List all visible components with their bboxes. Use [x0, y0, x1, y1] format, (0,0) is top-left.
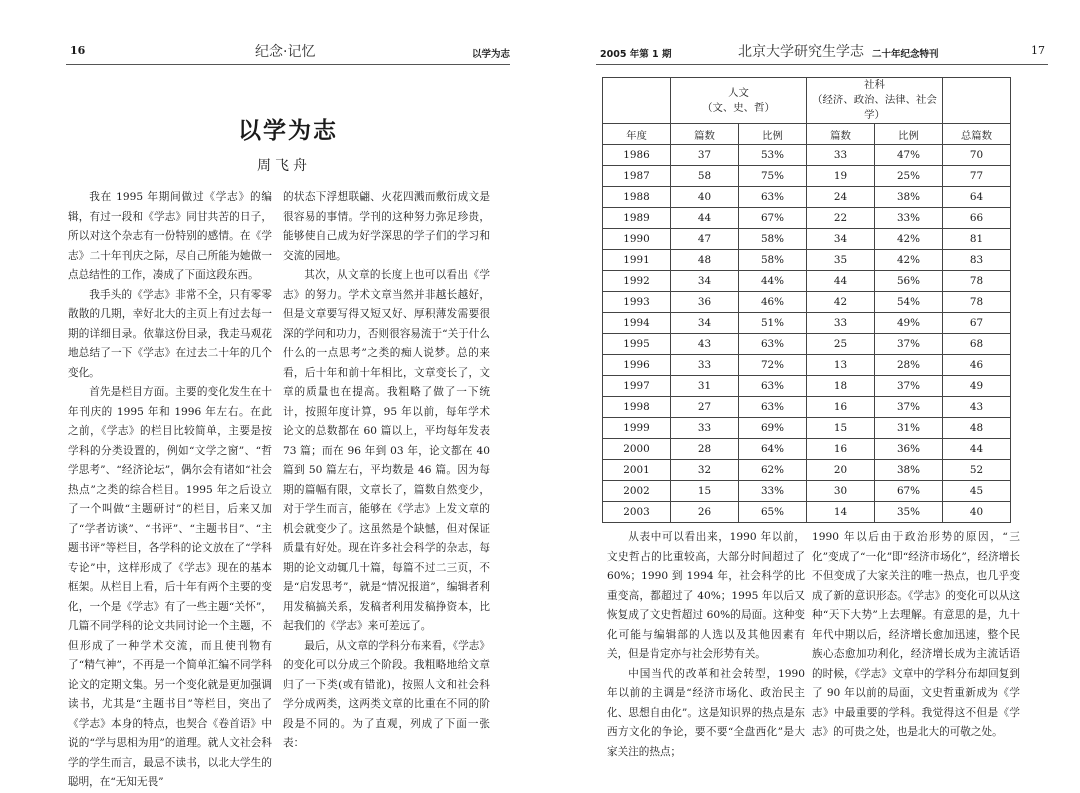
table-cell: 37%	[875, 334, 943, 355]
paragraph: 我在 1995 年期间做过《学志》的编辑，有过一段和《学志》同甘共苦的日子，所以对这个杂志有一份特别的感情。在《学志》二十年刊庆之际，尽自己所能为她做一点总结性的工作，凑成了下面这段东西。	[68, 191, 272, 281]
table-cell: 24	[807, 187, 875, 208]
table-cell: 28%	[875, 355, 943, 376]
table-cell: 48	[943, 418, 1011, 439]
table-cell: 15	[807, 418, 875, 439]
table-cell: 75%	[739, 166, 807, 187]
table-cell: 70	[943, 145, 1011, 166]
table-cell: 62%	[739, 460, 807, 481]
table-cell: 2002	[603, 481, 671, 502]
table-cell: 1986	[603, 145, 671, 166]
paragraph: 1990 年以后由于政治形势的原因，“三化”变成了“一化”即“经济市场化”，经济增长不但变成了大家关注的唯一热点，也几乎变成了新的意识形态。《学志》的变化可以从这种“天下大势”上去理解。有意思的是，九十年代中期以后，经济增长愈加迅速，整个民族心态愈加功利化，经济增长成为主流话语的时候，《学志》文章中的学科分布却回复到了 90 年以前的局面，文史哲重新成为《学志》中最重要的学科。我觉得这不但是《学志》的可贵之处，也是北大的可敬之处。	[812, 531, 1020, 738]
table-cell: 64%	[739, 439, 807, 460]
table-cell: 33	[671, 418, 739, 439]
running-header-right	[600, 44, 1045, 64]
group-header-humanities	[671, 78, 807, 124]
group-header-subjects: （文、史、哲）	[702, 101, 775, 114]
table-cell: 31	[671, 376, 739, 397]
table-cell: 16	[807, 439, 875, 460]
table-cell: 1998	[603, 397, 671, 418]
table-row	[603, 292, 1011, 313]
table-cell: 66	[943, 208, 1011, 229]
table-cell: 33	[807, 313, 875, 334]
table-cell: 32	[671, 460, 739, 481]
table-cell: 47	[671, 229, 739, 250]
table-cell: 1994	[603, 313, 671, 334]
table-cell: 1997	[603, 376, 671, 397]
column-header: 比例	[739, 124, 807, 145]
table-cell: 2001	[603, 460, 671, 481]
table-cell: 2000	[603, 439, 671, 460]
table-cell: 44	[671, 208, 739, 229]
right-page	[540, 0, 1080, 772]
table-cell: 63%	[739, 376, 807, 397]
header-rule	[66, 64, 510, 65]
table-cell: 1991	[603, 250, 671, 271]
article-title: 以学为志	[238, 117, 338, 144]
table-cell: 18	[807, 376, 875, 397]
table-cell: 44	[943, 439, 1011, 460]
table-blank-cell	[943, 78, 1011, 124]
table-row	[603, 250, 1011, 271]
table-cell: 33	[807, 145, 875, 166]
table-cell: 38%	[875, 460, 943, 481]
table-row	[603, 460, 1011, 481]
table-cell: 51%	[739, 313, 807, 334]
table-cell: 78	[943, 292, 1011, 313]
table-cell: 65%	[739, 502, 807, 523]
table-cell: 35	[807, 250, 875, 271]
table-cell: 58%	[739, 250, 807, 271]
table-cell: 30	[807, 481, 875, 502]
paragraph: 其次，从文章的长度上也可以看出《学志》的努力。学术文章当然并非越长越好，但是文章要写得又短又好、厚积薄发需要很深的学问和功力，否则很容易流于“关于什么什么的一点思考”之类的痴人说梦。总的来看，后十年和前十年相比，文章变长了，文章的质量也在提高。我粗略了做了一下统计，按照年度计算，95 年以前，每年学术论文的总数都在 60 篇以上，平均每年发表 73 篇；而在 96 年到 03 年，论文都在 40 篇到 50 篇左右，平均数是 46 篇。因为每期的篇幅有限，文章长了，篇数自然变少，对于学生而言，能够在《学志》上发文章的机会就变少了。这虽然是个缺憾，但对保证质量有好处。现在许多社会科学的杂志，每期的论文动辄几十篇，每篇不过二三页，不是“启发思考”，就是“情况报道”，编辑者利用发稿搞关系，发稿者利用发稿挣资本，比起我们的《学志》来可差远了。	[283, 269, 490, 632]
table-cell: 16	[807, 397, 875, 418]
header-rule	[596, 64, 1048, 65]
article-author: 周飞舟	[257, 158, 311, 174]
paragraph: 我手头的《学志》非常不全，只有零零散散的几期，幸好北大的主页上有过去每一期的详细目录。依靠这份目录，我走马观花地总结了一下《学志》在过去二十年的几个变化。	[68, 288, 272, 379]
paragraph: 中国当代的改革和社会转型，1990 年以前的主调是“经济市场化、政治民主化、思想自由化”。这是知识界的热点是东西方文化的争论，要不要“全盘西化”是大家关注的热点；	[607, 667, 805, 758]
table-cell: 67%	[739, 208, 807, 229]
table-cell: 68	[943, 334, 1011, 355]
table-cell: 63%	[739, 397, 807, 418]
table-cell: 1990	[603, 229, 671, 250]
column-header: 总篇数	[943, 124, 1011, 145]
table-row	[603, 229, 1011, 250]
table-cell: 78	[943, 271, 1011, 292]
page-number: 16	[70, 44, 86, 57]
group-header-label: 人文	[728, 86, 749, 99]
paragraph: 最后，从文章的学科分布来看，《学志》的变化可以分成三个阶段。我粗略地给文章归了一下类(或有错讹)，按照人文和社会科学分成两类，这两类文章的比重在不同的阶段是不同的。为了直观，列成了下面一张表：	[283, 639, 490, 749]
table-row	[603, 208, 1011, 229]
table-cell: 27	[671, 397, 739, 418]
table-cell: 64	[943, 187, 1011, 208]
table-cell: 33%	[739, 481, 807, 502]
running-title: 以学为志	[471, 49, 510, 60]
table-corner-cell	[603, 78, 671, 124]
table-cell: 13	[807, 355, 875, 376]
article-statistics-table	[602, 77, 1011, 523]
column-header: 篇数	[807, 124, 875, 145]
left-page	[0, 0, 540, 788]
table-cell: 40	[671, 187, 739, 208]
text-column-2	[283, 188, 490, 754]
running-header-left	[70, 44, 510, 64]
table-row	[603, 313, 1011, 334]
table-cell: 36	[671, 292, 739, 313]
table-cell: 15	[671, 481, 739, 502]
table-row	[603, 397, 1011, 418]
table-cell: 67	[943, 313, 1011, 334]
table-cell: 1988	[603, 187, 671, 208]
text-column-1	[607, 528, 805, 762]
section-title: 纪念·记忆	[255, 44, 316, 60]
table-cell: 37%	[875, 397, 943, 418]
table-row	[603, 166, 1011, 187]
table-cell: 1996	[603, 355, 671, 376]
table-row	[603, 187, 1011, 208]
table-row	[603, 418, 1011, 439]
table-cell: 46	[943, 355, 1011, 376]
table-cell: 14	[807, 502, 875, 523]
table-cell: 81	[943, 229, 1011, 250]
table-row	[603, 439, 1011, 460]
table-cell: 28	[671, 439, 739, 460]
paragraph: 从表中可以看出来，1990 年以前，文史哲占的比重较高，大部分时间超过了 60%；1990 到 1994 年，社会科学的比重变高，都超过了 40%；1995 年以后又恢复成了文史哲超过 60%的局面。这种变化可能与编辑部的人选以及其他因素有关，但是肯定亦与社会形势有关。	[607, 531, 805, 660]
paragraph: 的状态下浮想联翩、火花四溅而敷衍成文是很容易的事情。学刊的这种努力弥足珍贵，能够使自己成为好学深思的学子们的学习和交流的园地。	[283, 191, 490, 262]
text-column-2	[812, 528, 1020, 743]
special-issue-label: 二十年纪念特刊	[872, 49, 939, 60]
table-cell: 58	[671, 166, 739, 187]
table-cell: 43	[943, 397, 1011, 418]
table-row	[603, 376, 1011, 397]
table-cell: 40	[943, 502, 1011, 523]
table-cell: 25	[807, 334, 875, 355]
table-cell: 22	[807, 208, 875, 229]
table-cell: 63%	[739, 334, 807, 355]
table-cell: 46%	[739, 292, 807, 313]
table-cell: 42%	[875, 250, 943, 271]
table-header-row	[603, 124, 1011, 145]
paragraph: 首先是栏目方面。主要的变化发生在十年刊庆的 1995 年和 1996 年左右。在此之前，《学志》的栏目比较简单，主要是按学科的分类设置的，例如“文学之窗”、“哲学思考”、“经济论坛”，偶尔会有诸如“社会热点”之类的综合栏目。1995 年之后设立了一个叫做“主题研讨”的栏目，后来又加了“学者访谈”、“书评”、“主题书目”、“主题书评”等栏目，各学科的论文放在了“学科专论”中，这样形成了《学志》现在的基本框架。从栏目上看，后十年有两个主要的变化，一个是《学志》有了一些主题“关怀”，几篇不同学科的论文共同讨论一个主题，不但形成了一种学术交流，而且使刊物有了“精气神”，不再是一个简单汇编不同学科论文的定期文集。另一个变化就是更加强调读书，尤其是“主题书目”等栏目，突出了《学志》本身的特点，也契合《卷首语》中说的“学与思相为用”的道理。就人文社会科学的学生而言，最忌不读书，以北大学生的聪明，在“无知无畏”	[68, 386, 272, 788]
table-cell: 1989	[603, 208, 671, 229]
table-cell: 35%	[875, 502, 943, 523]
table-cell: 67%	[875, 481, 943, 502]
table-row	[603, 502, 1011, 523]
table-cell: 69%	[739, 418, 807, 439]
table-cell: 1995	[603, 334, 671, 355]
table-cell: 44%	[739, 271, 807, 292]
table-cell: 33	[671, 355, 739, 376]
table-cell: 53%	[739, 145, 807, 166]
table-cell: 31%	[875, 418, 943, 439]
table-row	[603, 334, 1011, 355]
table-cell: 54%	[875, 292, 943, 313]
table-cell: 20	[807, 460, 875, 481]
table-cell: 77	[943, 166, 1011, 187]
table-cell: 2003	[603, 502, 671, 523]
table-cell: 83	[943, 250, 1011, 271]
table-cell: 45	[943, 481, 1011, 502]
table-cell: 37%	[875, 376, 943, 397]
table-cell: 44	[807, 271, 875, 292]
journal-title: 北京大学研究生学志	[738, 44, 864, 60]
table-cell: 1987	[603, 166, 671, 187]
table-cell: 33%	[875, 208, 943, 229]
table-cell: 56%	[875, 271, 943, 292]
table-row	[603, 355, 1011, 376]
page-number: 17	[1031, 44, 1045, 57]
table-row	[603, 481, 1011, 502]
table-row	[603, 271, 1011, 292]
column-header: 篇数	[671, 124, 739, 145]
table-cell: 38%	[875, 187, 943, 208]
table-cell: 36%	[875, 439, 943, 460]
group-header-label: 社科	[864, 79, 885, 91]
table-cell: 49	[943, 376, 1011, 397]
text-column-1	[68, 188, 272, 793]
table-cell: 1999	[603, 418, 671, 439]
table-cell: 52	[943, 460, 1011, 481]
column-header: 比例	[875, 124, 943, 145]
issue-label: 2005 年第 1 期	[600, 49, 672, 60]
table-cell: 1993	[603, 292, 671, 313]
table-group-header-row	[603, 78, 1011, 124]
table-cell: 37	[671, 145, 739, 166]
table-cell: 25%	[875, 166, 943, 187]
group-header-subjects: （经济、政治、法律、社会学）	[812, 94, 937, 121]
table-row	[603, 145, 1011, 166]
table-cell: 58%	[739, 229, 807, 250]
table-cell: 19	[807, 166, 875, 187]
table-cell: 43	[671, 334, 739, 355]
table-cell: 34	[671, 271, 739, 292]
column-header: 年度	[603, 124, 671, 145]
table-cell: 49%	[875, 313, 943, 334]
group-header-social-sciences	[807, 78, 943, 124]
table-cell: 26	[671, 502, 739, 523]
table-cell: 42	[807, 292, 875, 313]
table-cell: 72%	[739, 355, 807, 376]
table-cell: 63%	[739, 187, 807, 208]
table-cell: 47%	[875, 145, 943, 166]
table-cell: 42%	[875, 229, 943, 250]
table-cell: 48	[671, 250, 739, 271]
table-cell: 34	[671, 313, 739, 334]
table-cell: 34	[807, 229, 875, 250]
table-cell: 1992	[603, 271, 671, 292]
